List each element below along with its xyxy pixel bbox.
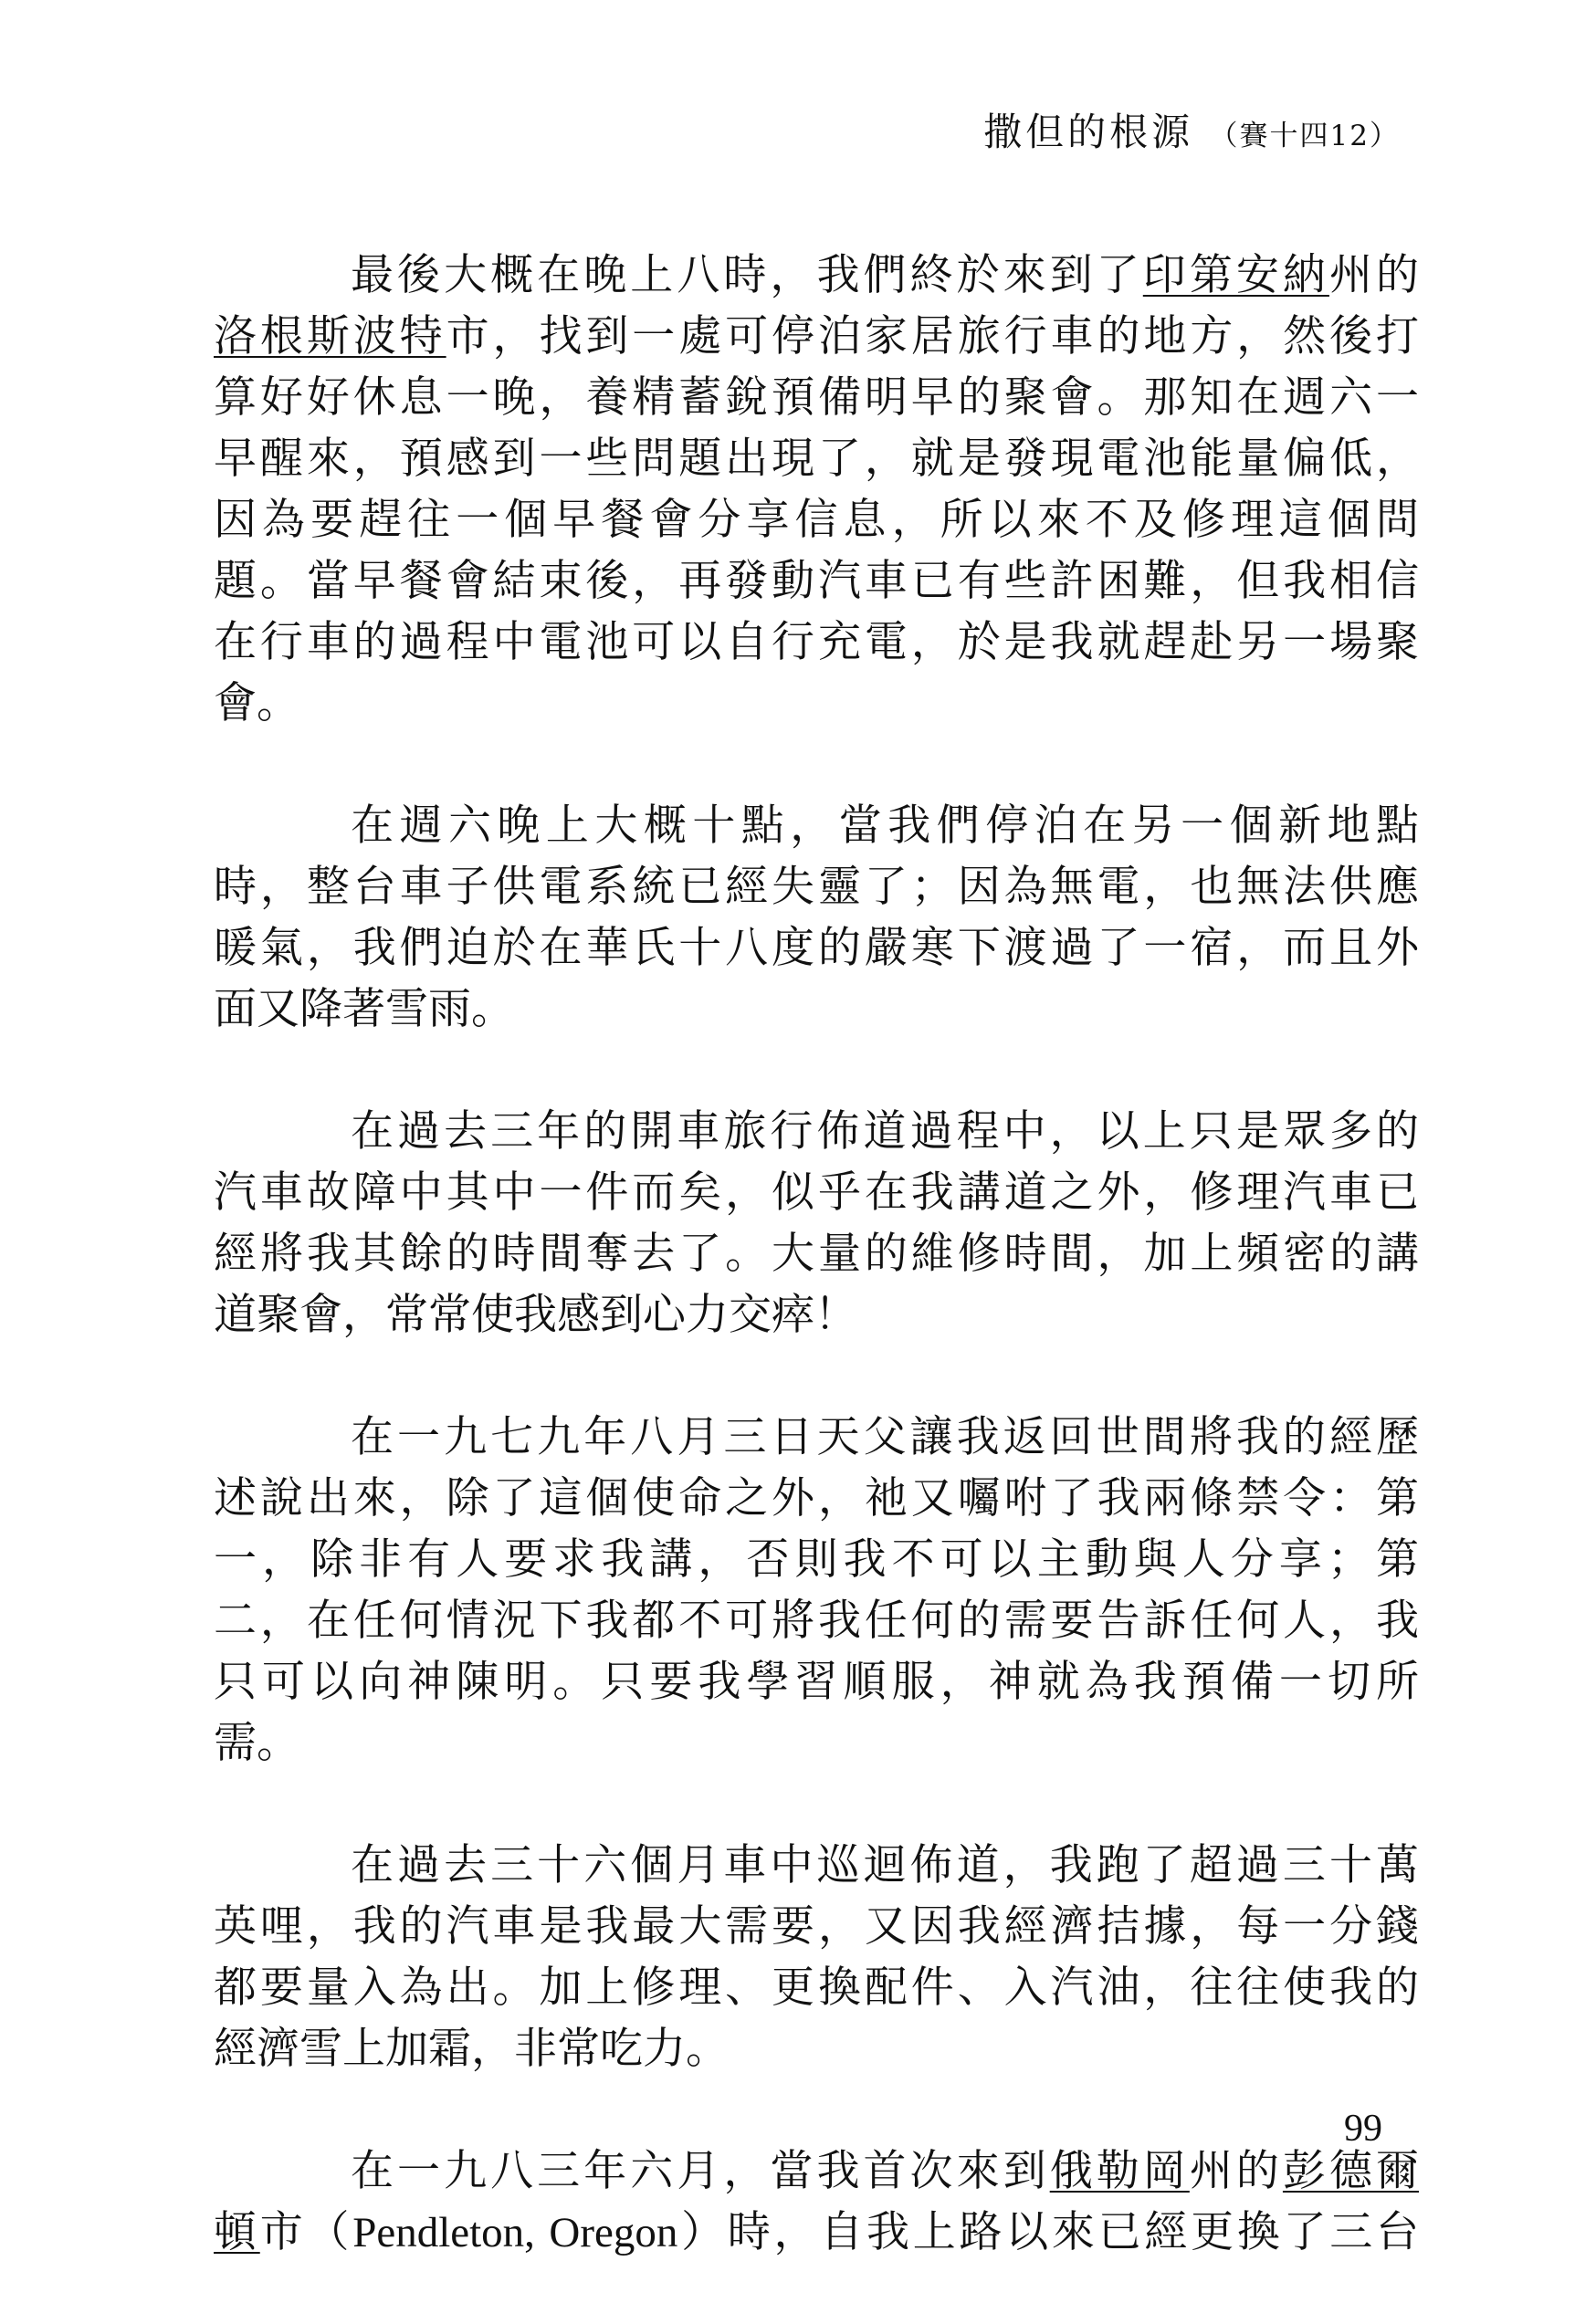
- paragraph: [214, 2141, 1419, 2263]
- text-line: [214, 1590, 1419, 1651]
- underlined-place-name: 印第安納: [1142, 250, 1329, 300]
- text-run: 二，在任何情況下我都不可將我任何的需要告訴任何人，我: [214, 1596, 1419, 1646]
- text-line: [214, 1712, 1419, 1774]
- text-run: 時，整台車子供電系統已經失靈了；因為無電，也無法供應: [214, 862, 1419, 912]
- text-run: 面又降著雪雨。: [214, 984, 514, 1034]
- text-line: [214, 550, 1419, 612]
- paragraph: [214, 1101, 1419, 1345]
- text-run: Pendleton, Oregon: [352, 2209, 678, 2256]
- text-run: 題。當早餐會結束後，再發動汽車已有些許困難，但我相信: [214, 556, 1419, 606]
- text-run: 在過去三年的開車旅行佈道過程中，以上只是眾多的: [351, 1106, 1419, 1157]
- text-run: 在週六晚上大概十點，當我們停泊在另一個新地點: [351, 801, 1419, 851]
- paragraph: [214, 795, 1419, 1040]
- text-line: [214, 917, 1419, 979]
- text-run: 市（: [259, 2207, 353, 2257]
- text-run: 英哩，我的汽車是我最大需要，又因我經濟拮據，每一分錢: [214, 1901, 1419, 1952]
- text-run: 會。: [214, 678, 299, 728]
- page-number: 99: [1344, 2108, 1382, 2150]
- text-line: [214, 856, 1419, 917]
- running-header: [983, 102, 1400, 157]
- text-line: [214, 795, 1419, 856]
- text-line: [214, 1957, 1419, 2018]
- text-run: 在一九八三年六月，當我首次來到: [351, 2146, 1050, 2196]
- text-line: [214, 367, 1419, 428]
- text-line: [214, 612, 1419, 673]
- text-run: 一，除非有人要求我講，否則我不可以主動與人分享；第: [214, 1534, 1419, 1585]
- text-line: [214, 2141, 1419, 2202]
- text-run: 市，找到一處可停泊家居旅行車的地方，然後打: [446, 311, 1419, 361]
- body-text: [214, 245, 1419, 2324]
- text-line: [214, 1651, 1419, 1712]
- paragraph: [214, 1835, 1419, 2079]
- text-run: 在過去三十六個月車中巡迴佈道，我跑了超過三十萬: [351, 1840, 1419, 1890]
- text-line: [214, 1101, 1419, 1162]
- text-run: 在行車的過程中電池可以自行充電，於是我就趕赴另一場聚: [214, 617, 1419, 667]
- text-run: 最後大概在晚上八時，我們終於來到了: [351, 250, 1143, 300]
- text-run: 述說出來，除了這個使命之外，祂又囑咐了我兩條禁令：第: [214, 1473, 1419, 1523]
- text-line: [214, 2202, 1419, 2263]
- text-line: [214, 1529, 1419, 1590]
- book-title: 撒但的根源: [983, 110, 1194, 154]
- text-line: [214, 428, 1419, 489]
- text-line: [214, 979, 1419, 1040]
- text-run: ）時，自我上路以來已經更換了三台: [677, 2207, 1419, 2257]
- paragraph: [214, 245, 1419, 734]
- text-run: 暖氣，我們迫於在華氏十八度的嚴寒下渡過了一宿，而且外: [214, 923, 1419, 973]
- text-line: [214, 1284, 1419, 1345]
- text-run: 都要量入為出。加上修理、更換配件、入汽油，往往使我的: [214, 1963, 1419, 2013]
- text-line: [214, 2018, 1419, 2079]
- text-run: 州的: [1189, 2146, 1283, 2196]
- text-line: [214, 1407, 1419, 1468]
- text-run: 經將我其餘的時間奪去了。大量的維修時間，加上頻密的講: [214, 1229, 1419, 1279]
- text-line: [214, 489, 1419, 550]
- text-run: 需。: [214, 1718, 299, 1768]
- text-line: [214, 673, 1419, 734]
- text-run: 在一九七九年八月三日天父讓我返回世間將我的經歷: [351, 1412, 1419, 1462]
- text-line: [214, 1468, 1419, 1529]
- text-run: 汽車故障中其中一件而矣，似乎在我講道之外，修理汽車已: [214, 1167, 1419, 1218]
- text-line: [214, 1162, 1419, 1223]
- text-run: 只可以向神陳明。只要我學習順服，神就為我預備一切所: [214, 1657, 1419, 1707]
- text-line: [214, 1896, 1419, 1957]
- text-line: [214, 1223, 1419, 1284]
- underlined-place-name: 彭德爾: [1282, 2146, 1419, 2196]
- underlined-place-name: 洛根斯波特: [214, 311, 446, 361]
- chapter-reference: （賽十四12）: [1209, 120, 1400, 152]
- text-run: 州的: [1328, 250, 1419, 300]
- paragraph: [214, 1407, 1419, 1774]
- text-line: [214, 306, 1419, 367]
- text-line: [214, 245, 1419, 306]
- text-run: 經濟雪上加霜，非常吃力。: [214, 2024, 729, 2074]
- underlined-place-name: 俄勒岡: [1049, 2146, 1190, 2196]
- underlined-place-name: 頓: [214, 2207, 260, 2257]
- text-run: 道聚會，常常使我感到心力交瘁！: [214, 1290, 857, 1340]
- text-run: 算好好休息一晚，養精蓄銳預備明早的聚會。那知在週六一: [214, 372, 1419, 423]
- text-line: [214, 1835, 1419, 1896]
- text-run: 早醒來，預感到一些問題出現了，就是發現電池能量偏低，: [214, 434, 1419, 484]
- text-run: 因為要趕往一個早餐會分享信息，所以來不及修理這個問: [214, 495, 1419, 545]
